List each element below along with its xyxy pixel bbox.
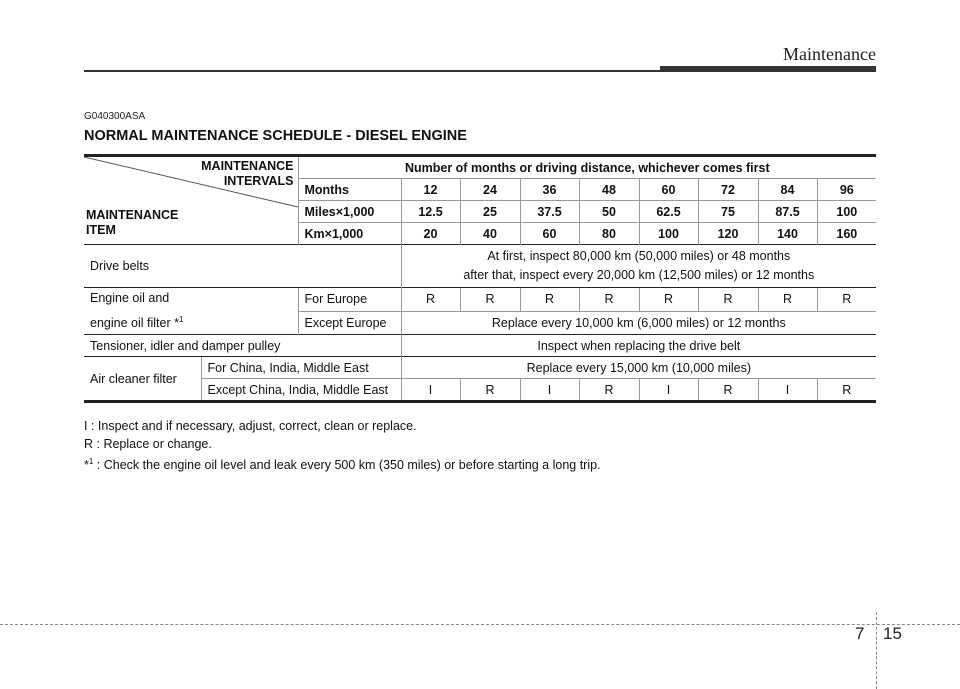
interval-value: 160 [817,223,876,245]
for-europe-label: For Europe [298,288,401,312]
air-cleaner-except-row [84,379,876,402]
engine-oil-europe-row [84,288,876,312]
drive-belts-interval [401,245,876,288]
table-corner [84,156,298,245]
interval-value: 100 [639,223,698,245]
corner-item-2: ITEM [86,223,116,237]
maintenance-schedule-table [84,154,876,403]
drive-belts-line2: after that, inspect every 20,000 km (12,500 miles) or 12 months [463,268,815,282]
interval-value: 12 [401,179,460,201]
service-code: I [639,379,698,402]
legend-notes [84,417,601,474]
except-europe-interval: Replace every 10,000 km (6,000 miles) or 12 months [401,311,876,335]
air-cleaner-item: Air cleaner filter [84,357,201,402]
engine-oil-line2-text: engine oil filter * [90,316,179,331]
service-code: I [401,379,460,402]
footnote-marker: 1 [178,315,184,324]
except-europe-label: Except Europe [298,311,401,335]
corner-item-1: MAINTENANCE [86,208,179,222]
interval-value: 60 [520,223,579,245]
service-code: R [817,379,876,402]
chapter-number: 7 [855,624,865,643]
note-footnote [84,453,601,474]
service-code: R [698,288,758,312]
drive-belts-row [84,245,876,288]
interval-value: 24 [460,179,520,201]
footnote-text: : Check the engine oil level and leak every 500 km (350 miles) or before starting a long trip. [93,458,601,473]
tensioner-item: Tensioner, idler and damper pulley [84,335,401,357]
interval-value: 80 [579,223,639,245]
tensioner-row [84,335,876,357]
interval-value: 100 [817,201,876,223]
service-code: R [758,288,817,312]
tensioner-interval: Inspect when replacing the drive belt [401,335,876,357]
service-code: I [758,379,817,402]
span-header: Number of months or driving distance, whichever comes first [298,156,876,179]
interval-value: 84 [758,179,817,201]
interval-value: 140 [758,223,817,245]
service-code: R [579,288,639,312]
interval-value: 96 [817,179,876,201]
corner-item-label [86,208,178,238]
interval-value: 25 [460,201,520,223]
engine-oil-item [84,288,298,335]
footnote-star: * [84,458,89,473]
interval-value: 20 [401,223,460,245]
cime-label: For China, India, Middle East [201,357,401,379]
footnote-number: 1 [88,457,94,466]
service-code: R [817,288,876,312]
interval-value: 36 [520,179,579,201]
header-rule-thick [660,66,876,72]
miles-label: Miles×1,000 [298,201,401,223]
document-code: G040300ASA [84,111,146,122]
service-code: R [460,379,520,402]
page-heading: NORMAL MAINTENANCE SCHEDULE - DIESEL ENGINE [84,128,467,144]
km-label: Km×1,000 [298,223,401,245]
service-code: R [698,379,758,402]
service-code: R [401,288,460,312]
note-inspect: I : Inspect and if necessary, adjust, correct, clean or replace. [84,419,417,433]
engine-oil-line2 [90,309,298,334]
service-code: R [520,288,579,312]
except-cime-label: Except China, India, Middle East [201,379,401,402]
interval-value: 48 [579,179,639,201]
interval-value: 60 [639,179,698,201]
note-replace: R : Replace or change. [84,437,212,451]
section-title: Maintenance [783,44,876,64]
cime-interval: Replace every 15,000 km (10,000 miles) [401,357,876,379]
footer-separator [876,612,877,689]
interval-value: 120 [698,223,758,245]
interval-value: 37.5 [520,201,579,223]
interval-value: 87.5 [758,201,817,223]
air-cleaner-cime-row [84,357,876,379]
service-code: R [460,288,520,312]
drive-belts-item: Drive belts [84,245,401,288]
service-code: R [579,379,639,402]
page-number: 15 [883,624,902,643]
service-code: I [520,379,579,402]
drive-belts-line1: At first, inspect 80,000 km (50,000 miles) or 48 months [487,249,791,263]
corner-intervals-1: MAINTENANCE [201,159,294,173]
interval-value: 75 [698,201,758,223]
interval-value: 12.5 [401,201,460,223]
footer-rule [0,624,960,625]
corner-intervals-label [201,159,293,189]
interval-value: 72 [698,179,758,201]
interval-value: 62.5 [639,201,698,223]
engine-oil-line1: Engine oil and [90,291,170,305]
corner-intervals-2: INTERVALS [223,174,294,188]
interval-value: 50 [579,201,639,223]
service-code: R [639,288,698,312]
header-rule [84,70,660,72]
interval-value: 40 [460,223,520,245]
months-label: Months [298,179,401,201]
